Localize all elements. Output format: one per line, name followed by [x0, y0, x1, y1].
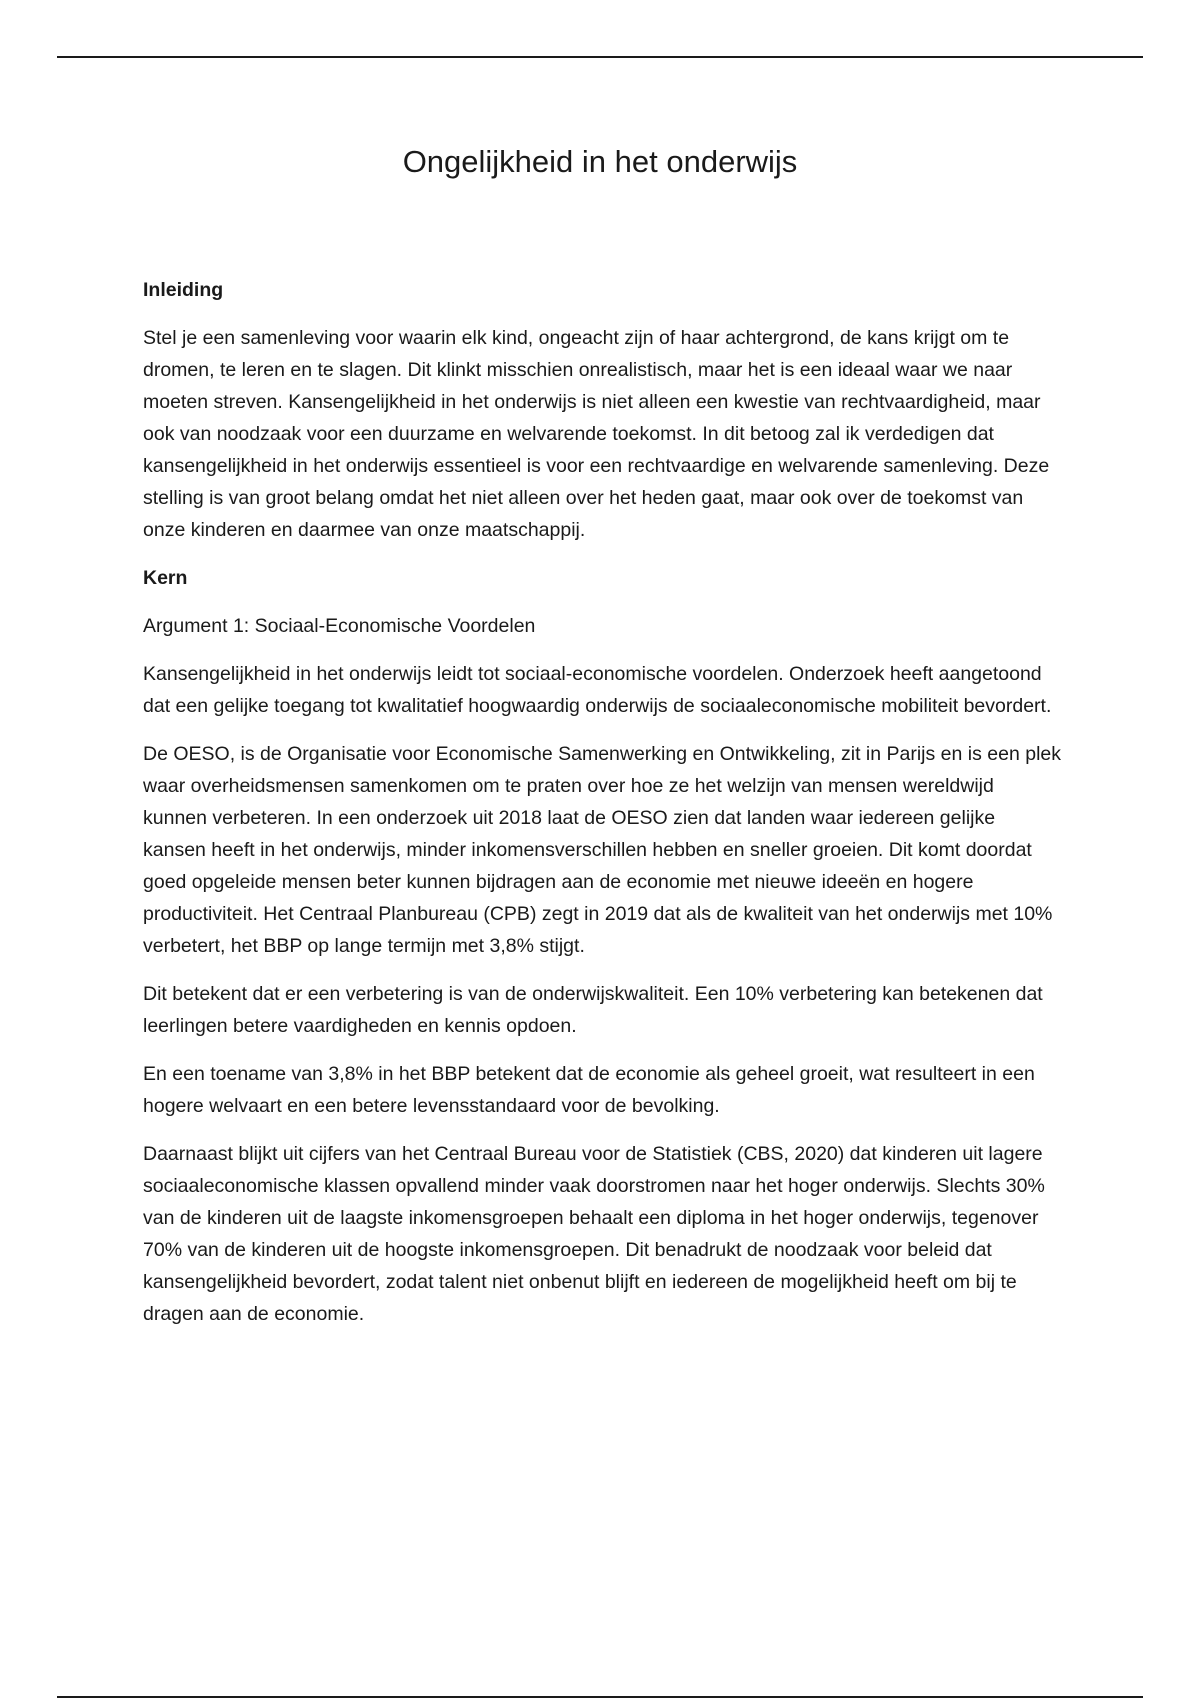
argument-heading: Argument 1: Sociaal-Economische Voordelen	[143, 615, 536, 637]
intro-paragraph: Stel je een samenleving voor waarin elk kind, ongeacht zijn of haar achtergrond, de kans krijgt om te dromen, te leren en te slagen. Dit klinkt misschien onrealistisch, maar het is een ideaal waar we naar moeten streven. Kansengelijkheid in het onderwijs is niet alleen een kwestie van rechtvaardigheid, maar ook van noodzaak voor een duurzame en welvarende toekomst. In dit betoog zal ik verdedigen dat kansengelijkheid in het onderwijs essentieel is voor een rechtvaardige en welvarende samenleving. Deze stelling is van groot belang omdat het niet alleen over het heden gaat, maar ook over de toekomst van onze kinderen en daarmee van onze maatschappij.	[143, 327, 1050, 541]
body-paragraph-1: Kansengelijkheid in het onderwijs leidt tot sociaal-economische voordelen. Onderzoek heeft aangetoond dat een gelijke toegang tot kwalitatief hoogwaardig onderwijs de sociaaleconomische mobiliteit bevordert.	[143, 663, 1052, 717]
header-rule	[57, 56, 1143, 58]
body-paragraph-2: De OESO, is de Organisatie voor Economische Samenwerking en Ontwikkeling, zit in Parijs en is een plek waar overheidsmensen samenkomen om te praten over hoe ze het welzijn van mensen wereldwijd kunnen verbeteren. In een onderzoek uit 2018 laat de OESO zien dat landen waar iedereen gelijke kansen heeft in het onderwijs, minder inkomensverschillen hebben en sneller groeien. Dit komt doordat goed opgeleide mensen beter kunnen bijdragen aan de economie met nieuwe ideeën en hogere productiviteit. Het Centraal Planbureau (CPB) zegt in 2019 dat als de kwaliteit van het onderwijs met 10% verbetert, het BBP op lange termijn met 3,8% stijgt.	[143, 743, 1062, 957]
section-heading-intro: Inleiding	[143, 279, 224, 301]
body-paragraph-3: Dit betekent dat er een verbetering is van de onderwijskwaliteit. Een 10% verbetering kan betekenen dat leerlingen betere vaardigheden en kennis opdoen.	[143, 983, 1043, 1037]
footer-rule	[57, 1696, 1143, 1698]
body-paragraph-4: En een toename van 3,8% in het BBP betekent dat de economie als geheel groeit, wat resulteert in een hogere welvaart en een betere levensstandaard voor de bevolking.	[143, 1063, 1035, 1117]
document-body	[143, 274, 1063, 1346]
body-paragraph-5: Daarnaast blijkt uit cijfers van het Centraal Bureau voor de Statistiek (CBS, 2020) dat kinderen uit lagere sociaaleconomische klassen opvallend minder vaak doorstromen naar het hoger onderwijs. Slechts 30% van de kinderen uit de laagste inkomensgroepen behaalt een diploma in het hoger onderwijs, tegenover 70% van de kinderen uit de hoogste inkomensgroepen. Dit benadrukt de noodzaak voor beleid dat kansengelijkheid bevordert, zodat talent niet onbenut blijft en iedereen de mogelijkheid heeft om bij te dragen aan de economie.	[143, 1143, 1045, 1325]
document-title: Ongelijkheid in het onderwijs	[402, 144, 798, 179]
section-heading-core: Kern	[143, 567, 188, 589]
